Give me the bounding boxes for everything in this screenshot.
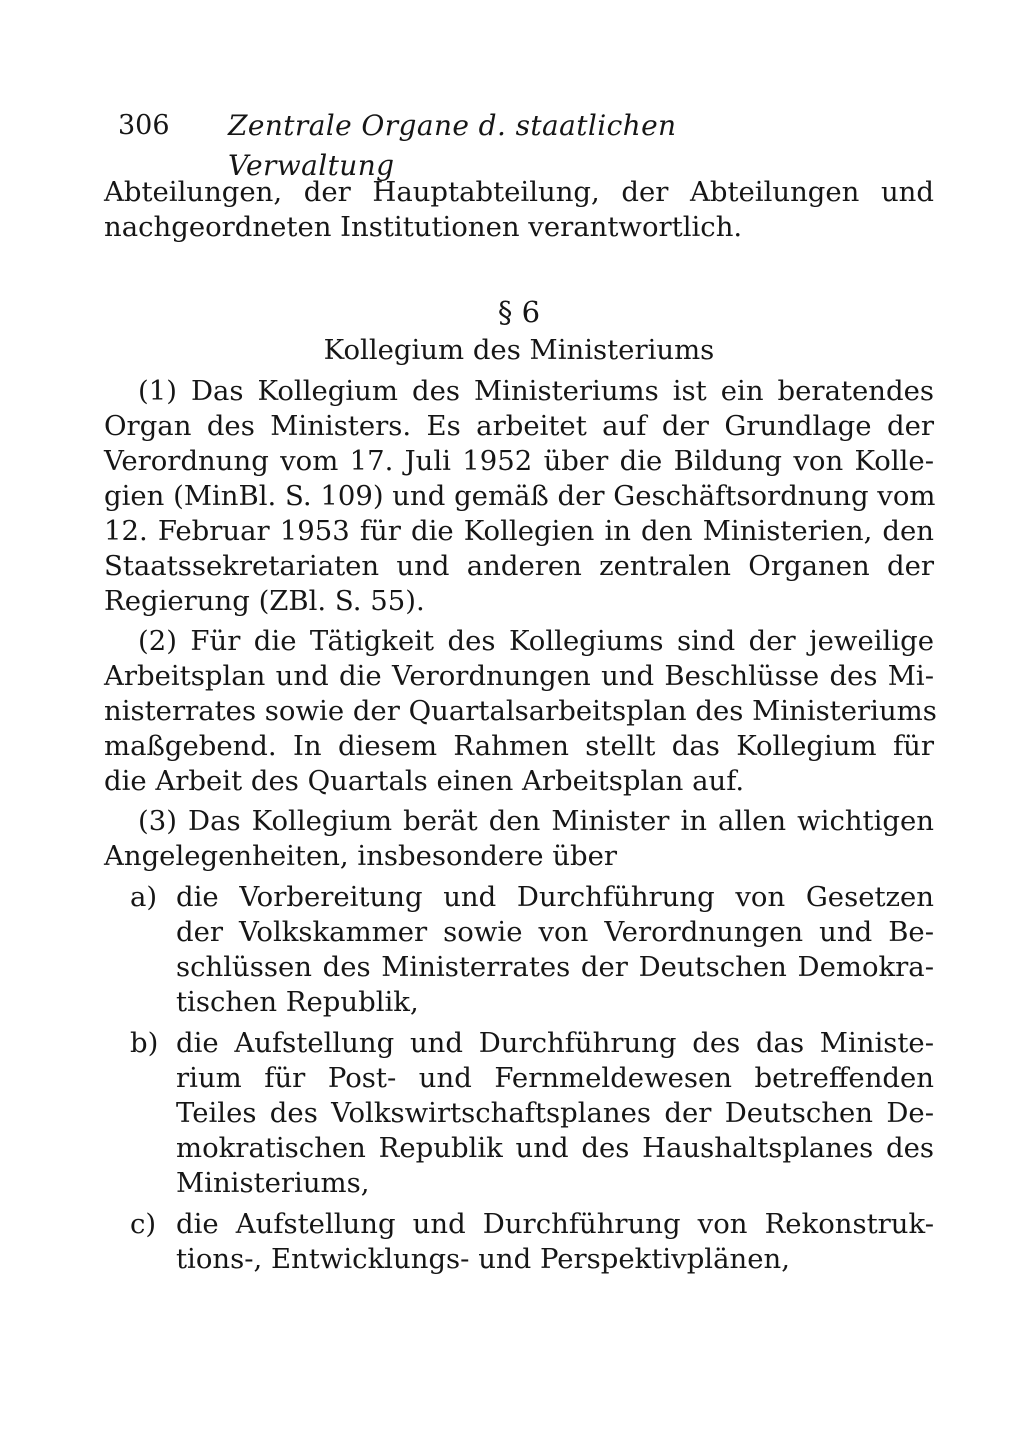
list-marker: b) <box>130 1027 159 1059</box>
text-line: maßgebend. In diesem Rahmen stellt das Kollegium für <box>104 730 934 762</box>
page-header <box>118 106 838 182</box>
text-line: Regierung (ZBl. S. 55). <box>104 585 425 617</box>
text-line: (2) Für die Tätigkeit des Kollegiums sind der jeweilige <box>138 625 934 657</box>
text-line: schlüssen des Ministerrates der Deutschen Demokra- <box>176 951 934 983</box>
text-line: Ministeriums, <box>176 1167 370 1199</box>
list-item-b <box>104 1026 934 1201</box>
body-text <box>104 175 937 1277</box>
text-line: (1) Das Kollegium des Ministeriums ist ein beratendes <box>138 375 934 407</box>
paragraph-2 <box>104 624 937 799</box>
text-line: die Aufstellung und Durchführung von Rekonstruk- <box>176 1208 934 1240</box>
text-line: tions-, Entwicklungs- und Perspektivplänen, <box>176 1243 790 1275</box>
text-line: Staatssekretariaten und anderen zentralen Organen der <box>104 550 934 582</box>
text-line: mokratischen Republik und des Haushaltsplanes des <box>176 1132 934 1164</box>
running-title: Zentrale Organe d. staatlichen Verwaltung <box>228 109 677 182</box>
text-line: Teiles des Volkswirtschaftsplanes der Deutschen De- <box>176 1097 934 1129</box>
intro-paragraph <box>104 175 934 245</box>
text-line: die Aufstellung und Durchführung des das Ministe- <box>176 1027 934 1059</box>
text-line: Verordnung vom 17. Juli 1952 über die Bildung von Kolle- <box>104 445 934 477</box>
text-line: Angelegenheiten, insbesondere über <box>104 840 618 872</box>
text-line: die Vorbereitung und Durchführung von Gesetzen <box>176 881 934 913</box>
list-item-a <box>104 880 934 1020</box>
text-line: 12. Februar 1953 für die Kollegien in den Ministerien, den <box>104 515 934 547</box>
text-line: Organ des Ministers. Es arbeitet auf der Grundlage der <box>104 410 934 442</box>
text-line: nisterrates sowie der Quartalsarbeitsplan des Ministeriums <box>104 695 937 727</box>
text-line: (3) Das Kollegium berät den Minister in allen wichtigen <box>138 805 934 837</box>
paragraph-1 <box>104 374 934 619</box>
section-title: Kollegium des Ministeriums <box>323 334 715 366</box>
section-number: § 6 <box>497 295 541 329</box>
text-line: der Volkskammer sowie von Verordnungen und Be- <box>176 916 934 948</box>
text-line: tischen Republik, <box>176 986 419 1018</box>
text-line: Abteilungen, der Hauptabteilung, der Abteilungen und <box>104 176 934 208</box>
text-line: nachgeordneten Institutionen verantwortlich. <box>104 211 743 243</box>
list-marker: a) <box>130 881 158 913</box>
text-line: gien (MinBl. S. 109) und gemäß der Geschäftsordnung vom <box>104 480 936 512</box>
list-item-c <box>104 1207 934 1277</box>
text-line: die Arbeit des Quartals einen Arbeitsplan auf. <box>104 765 745 797</box>
paragraph-3 <box>104 804 934 874</box>
page-number: 306 <box>118 110 170 141</box>
text-line: Arbeitsplan und die Verordnungen und Beschlüsse des Mi- <box>104 660 934 692</box>
list-marker: c) <box>130 1208 157 1240</box>
text-line: rium für Post- und Fernmeldewesen betreffenden <box>176 1062 934 1094</box>
